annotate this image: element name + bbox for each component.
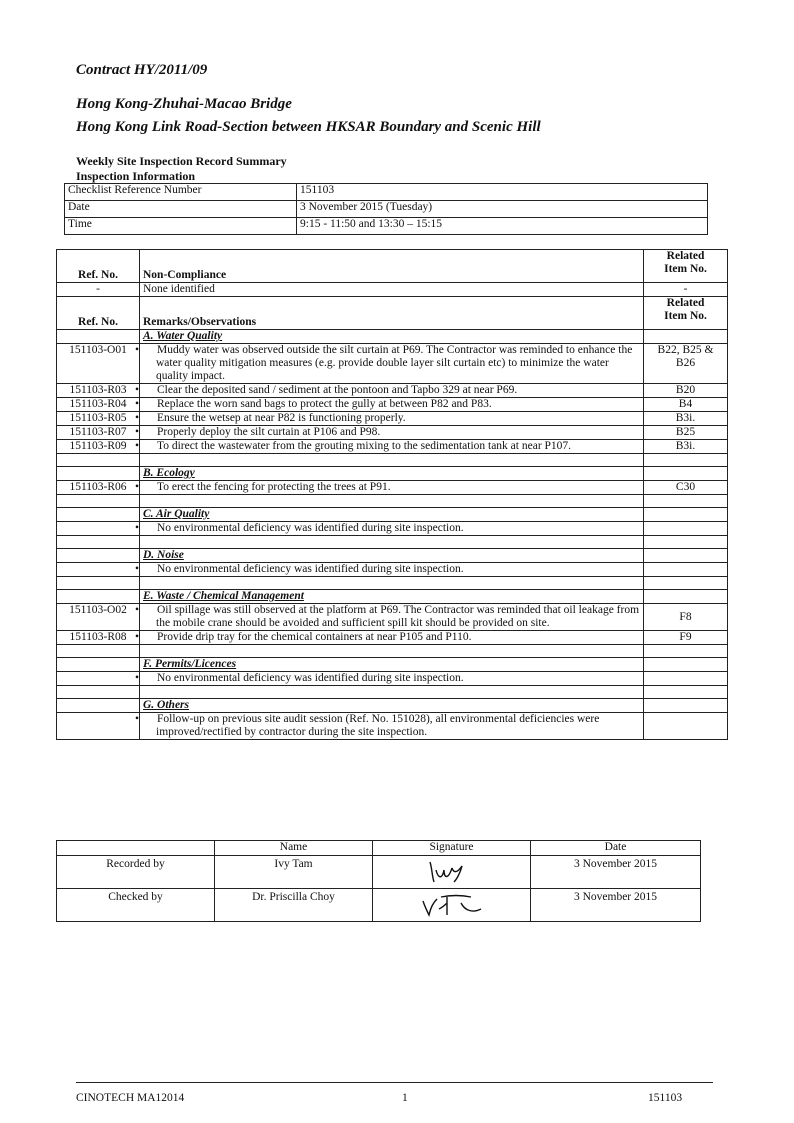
empty-cell [57,563,140,577]
empty-cell [57,713,140,740]
spacer-row [57,536,728,549]
section-row-permits [57,658,728,672]
empty-cell [57,699,140,713]
empty-cell [57,508,140,522]
info-value: 151103 [297,184,708,201]
ref-cell: 151103-R08 [57,631,140,645]
ref-cell: 151103-O02 [57,604,140,631]
spacer-row [57,686,728,699]
bullet-icon [144,672,157,684]
section-row-water [57,330,728,344]
desc-cell: • Follow-up on previous site audit session (Ref. No. 151028), all environmental deficiencies were improved/rectified by contractor during the site inspection. [140,713,644,740]
remarks-header: Remarks/Observations [140,297,644,330]
table-row [57,672,728,686]
desc-cell: • Oil spillage was still observed at the platform at P69. The Contractor was reminded that oil leakage from the mobile crane should be avoided and sufficient spill kit should be provided on site. [140,604,644,631]
ref-cell: 151103-R07 [57,426,140,440]
ref-header: Ref. No. [57,297,140,330]
ref-cell: 151103-O01 [57,344,140,384]
item-cell: F9 [644,631,728,645]
section-row-noise [57,549,728,563]
table-row [57,384,728,398]
bullet-icon [144,426,157,438]
table-row [57,604,728,631]
empty-cell [57,672,140,686]
section-heading: D. Noise [140,549,644,563]
bullet-icon [144,563,157,575]
spacer-row [57,495,728,508]
footer-reference: 151103 [648,1092,683,1104]
info-row-time [65,218,708,235]
item-cell: C30 [644,481,728,495]
item-cell: B22, B25 & B26 [644,344,728,384]
item-cell: - [644,283,728,297]
name-header: Name [215,841,373,856]
signature-mark-icon [417,891,487,917]
bullet-icon [144,440,157,452]
name-cell: Dr. Priscilla Choy [215,889,373,922]
remarks-header-row [57,297,728,330]
table-row [57,481,728,495]
empty-cell [57,841,215,856]
bullet-icon [144,344,157,356]
noncompliance-header-row [57,250,728,283]
section-heading: G. Others [140,699,644,713]
empty-cell [644,508,728,522]
section-heading: A. Water Quality [140,330,644,344]
signature-cell [373,889,531,922]
section-row-waste [57,590,728,604]
role-cell: Recorded by [57,856,215,889]
bullet-icon [144,604,157,616]
empty-cell [644,713,728,740]
item-cell: B20 [644,384,728,398]
table-row [57,412,728,426]
desc-cell: • To direct the wastewater from the grouting mixing to the sedimentation tank at near P107. [140,440,644,454]
project-title: Hong Kong-Zhuhai-Macao Bridge [76,96,292,112]
info-row-checklist [65,184,708,201]
item-cell: B3i. [644,412,728,426]
empty-cell [644,549,728,563]
section-row-ecology [57,467,728,481]
desc-cell: • Replace the worn sand bags to protect the gully at between P82 and P83. [140,398,644,412]
desc-cell: None identified [140,283,644,297]
table-row [57,631,728,645]
empty-cell [644,699,728,713]
desc-cell: • No environmental deficiency was identified during site inspection. [140,563,644,577]
empty-cell [644,590,728,604]
item-cell: B3i. [644,440,728,454]
contract-number: Contract HY/2011/09 [76,62,208,78]
date-header: Date [531,841,701,856]
spacer-row [57,454,728,467]
signature-cell [373,856,531,889]
empty-cell [644,563,728,577]
info-value: 3 November 2015 (Tuesday) [297,201,708,218]
empty-cell [644,658,728,672]
empty-cell [57,522,140,536]
ref-cell: 151103-R04 [57,398,140,412]
bullet-icon [144,713,157,725]
signoff-table [56,840,701,922]
bullet-icon [144,481,157,493]
observations-table [56,249,728,740]
ref-cell: 151103-R05 [57,412,140,426]
section-heading: B. Ecology [140,467,644,481]
item-cell: F8 [644,604,728,631]
footer-divider [76,1082,713,1083]
ref-header: Ref. No. [57,250,140,283]
summary-title: Weekly Site Inspection Record Summary [76,154,287,168]
table-row [57,398,728,412]
empty-cell [644,330,728,344]
table-row [57,440,728,454]
desc-cell: • Properly deploy the silt curtain at P106 and P98. [140,426,644,440]
item-cell: B25 [644,426,728,440]
noncompliance-row [57,283,728,297]
ref-cell: - [57,283,140,297]
table-row [57,522,728,536]
noncompliance-header: Non-Compliance [140,250,644,283]
desc-cell: • No environmental deficiency was identified during site inspection. [140,672,644,686]
role-cell: Checked by [57,889,215,922]
item-cell: B4 [644,398,728,412]
table-row [57,563,728,577]
desc-cell: • To erect the fencing for protecting the trees at P91. [140,481,644,495]
bullet-icon [144,384,157,396]
empty-cell [57,590,140,604]
info-label: Checklist Reference Number [65,184,297,201]
empty-cell [57,467,140,481]
ref-cell: 151103-R06 [57,481,140,495]
signature-mark-icon [422,858,482,884]
section-row-others [57,699,728,713]
empty-cell [644,672,728,686]
bullet-icon [144,631,157,643]
section-heading: F. Permits/Licences [140,658,644,672]
bullet-icon [144,522,157,534]
table-row [57,713,728,740]
signoff-row-checked [57,889,701,922]
empty-cell [644,467,728,481]
section-row-air [57,508,728,522]
empty-cell [57,549,140,563]
spacer-row [57,645,728,658]
date-cell: 3 November 2015 [531,856,701,889]
empty-cell [57,658,140,672]
desc-cell: • Clear the deposited sand / sediment at the pontoon and Tapbo 329 at near P69. [140,384,644,398]
date-cell: 3 November 2015 [531,889,701,922]
desc-cell: • Muddy water was observed outside the silt curtain at P69. The Contractor was reminded to enhance the water quality mitigation measures (e.g. provide double layer silt curtain etc) to minimize the water quality impact. [140,344,644,384]
bullet-icon [144,398,157,410]
table-row [57,344,728,384]
info-value: 9:15 - 11:50 and 13:30 – 15:15 [297,218,708,235]
empty-cell [644,522,728,536]
related-item-header: Related Item No. [644,297,728,330]
section-heading: C. Air Quality [140,508,644,522]
section-heading: E. Waste / Chemical Management [140,590,644,604]
desc-cell: • No environmental deficiency was identified during site inspection. [140,522,644,536]
signature-header: Signature [373,841,531,856]
bullet-icon [144,412,157,424]
related-item-header: Related Item No. [644,250,728,283]
table-row [57,426,728,440]
empty-cell [57,330,140,344]
info-row-date [65,201,708,218]
info-label: Time [65,218,297,235]
inspection-info-title: Inspection Information [76,169,196,183]
footer-company: CINOTECH MA12014 [76,1092,185,1104]
desc-cell: • Ensure the wetsep at near P82 is functioning properly. [140,412,644,426]
ref-cell: 151103-R03 [57,384,140,398]
spacer-row [57,577,728,590]
ref-cell: 151103-R09 [57,440,140,454]
signoff-row-recorded [57,856,701,889]
info-label: Date [65,201,297,218]
signoff-header-row [57,841,701,856]
name-cell: Ivy Tam [215,856,373,889]
section-title: Hong Kong Link Road-Section between HKSAR Boundary and Scenic Hill [76,119,541,135]
inspection-info-table [64,183,708,235]
page-number: 1 [402,1092,408,1104]
desc-cell: • Provide drip tray for the chemical containers at near P105 and P110. [140,631,644,645]
